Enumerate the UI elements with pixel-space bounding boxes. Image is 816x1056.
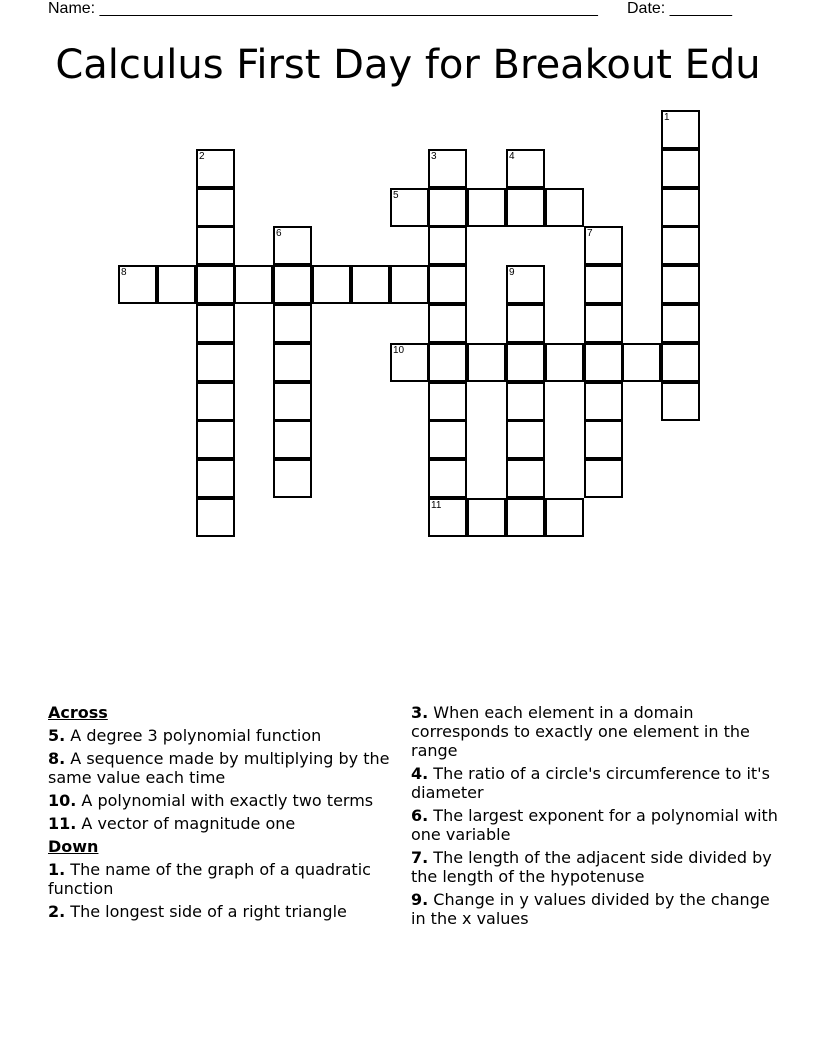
crossword-cell[interactable] [312,265,351,304]
crossword-cell[interactable] [584,343,623,382]
clue-section-heading: Down [48,837,99,856]
date-field-label: Date: _______ [627,0,732,17]
crossword-cell[interactable] [196,188,235,227]
clue-item [411,806,781,844]
clue-item [48,749,393,787]
clue-item [48,726,393,745]
clue-item-number: 10. [48,791,77,810]
crossword-cell[interactable] [196,343,235,382]
crossword-cell[interactable] [428,343,467,382]
crossword-cell[interactable] [506,265,545,304]
crossword-cell[interactable] [661,265,700,304]
crossword-cell[interactable] [661,343,700,382]
crossword-cell[interactable] [118,265,157,304]
crossword-cell[interactable] [428,498,467,537]
crossword-cell[interactable] [428,265,467,304]
crossword-cell[interactable] [390,188,429,227]
crossword-cell[interactable] [506,343,545,382]
clue-number: 2 [199,151,205,162]
clue-item-text: When each element in a domain corresponds to exactly one element in the range [411,703,750,760]
clue-item-text: A polynomial with exactly two terms [76,791,374,810]
crossword-cell[interactable] [428,149,467,188]
clue-item-number: 8. [48,749,66,768]
clue-item-number: 1. [48,860,66,879]
crossword-cell[interactable] [545,498,584,537]
crossword-cell[interactable] [428,459,467,498]
crossword-cell[interactable] [661,226,700,265]
crossword-cell[interactable] [661,149,700,188]
crossword-cell[interactable] [661,382,700,421]
crossword-cell[interactable] [584,382,623,421]
crossword-cell[interactable] [351,265,390,304]
crossword-cell[interactable] [196,420,235,459]
crossword-cell[interactable] [196,265,235,304]
crossword-cell[interactable] [428,304,467,343]
crossword-cell[interactable] [545,188,584,227]
crossword-cell[interactable] [273,226,312,265]
crossword-cell[interactable] [467,498,506,537]
crossword-cell[interactable] [584,265,623,304]
crossword-cell[interactable] [661,188,700,227]
crossword-cell[interactable] [467,343,506,382]
clue-section-heading: Across [48,703,108,722]
clue-item [411,703,781,760]
crossword-cell[interactable] [506,188,545,227]
crossword-cell[interactable] [622,343,661,382]
clue-number: 7 [587,228,593,239]
crossword-cell[interactable] [661,304,700,343]
crossword-cell[interactable] [196,382,235,421]
clue-item-number: 11. [48,814,77,833]
clue-number: 6 [276,228,282,239]
clue-number: 5 [393,190,399,201]
crossword-cell[interactable] [273,420,312,459]
crossword-cell[interactable] [506,498,545,537]
clue-item-number: 6. [411,806,429,825]
clue-item-text: The largest exponent for a polynomial with one variable [411,806,778,844]
crossword-cell[interactable] [273,343,312,382]
crossword-cell[interactable] [196,304,235,343]
crossword-cell[interactable] [506,149,545,188]
crossword-cell[interactable] [506,304,545,343]
clue-item-text: The name of the graph of a quadratic function [48,860,371,898]
clue-item-text: The ratio of a circle's circumference to it's diameter [411,764,770,802]
clue-item [411,764,781,802]
crossword-cell[interactable] [196,226,235,265]
crossword-cell[interactable] [196,498,235,537]
clue-item-text: Change in y values divided by the change in the x values [411,890,770,928]
clue-item-text: The longest side of a right triangle [65,902,347,921]
clue-item [48,814,393,833]
crossword-cell[interactable] [273,459,312,498]
crossword-cell[interactable] [273,265,312,304]
clue-number: 11 [431,500,442,511]
crossword-cell[interactable] [157,265,196,304]
crossword-cell[interactable] [390,343,429,382]
clue-item-number: 3. [411,703,429,722]
clue-number: 4 [509,151,515,162]
crossword-cell[interactable] [584,226,623,265]
crossword-cell[interactable] [506,420,545,459]
clue-number: 3 [431,151,437,162]
crossword-cell[interactable] [506,382,545,421]
crossword-cell[interactable] [273,304,312,343]
clue-number: 10 [393,345,405,356]
crossword-cell[interactable] [467,188,506,227]
crossword-cell[interactable] [584,420,623,459]
clue-item-text: A vector of magnitude one [76,814,296,833]
clue-item-number: 7. [411,848,429,867]
clues-right-column [411,703,781,932]
page-title: Calculus First Day for Breakout Edu [55,42,761,88]
crossword-cell[interactable] [661,110,700,149]
crossword-cell[interactable] [428,382,467,421]
clue-item-number: 9. [411,890,429,909]
crossword-cell[interactable] [390,265,429,304]
crossword-cell[interactable] [545,343,584,382]
crossword-cell[interactable] [584,459,623,498]
crossword-cell[interactable] [273,382,312,421]
clues-left-column [48,703,393,925]
clue-number: 1 [664,112,670,123]
clue-item [411,848,781,886]
clue-item-text: The length of the adjacent side divided by the length of the hypotenuse [411,848,772,886]
clue-number: 9 [509,267,515,278]
clue-item-number: 2. [48,902,66,921]
clue-item [48,902,393,921]
crossword-cell[interactable] [428,420,467,459]
clue-item [411,890,781,928]
crossword-cell[interactable] [428,188,467,227]
crossword-cell[interactable] [196,149,235,188]
clue-item [48,860,393,898]
clue-item-number: 5. [48,726,66,745]
clue-item [48,791,393,810]
clue-item-number: 4. [411,764,429,783]
crossword-cell[interactable] [196,459,235,498]
crossword-cell[interactable] [234,265,273,304]
crossword-cell[interactable] [584,304,623,343]
name-field-label: Name: ________________________________________________________ [48,0,598,17]
clue-item-text: A sequence made by multiplying by the same value each time [48,749,390,787]
crossword-cell[interactable] [506,459,545,498]
clue-number: 8 [121,267,127,278]
clue-item-text: A degree 3 polynomial function [65,726,322,745]
crossword-cell[interactable] [428,226,467,265]
